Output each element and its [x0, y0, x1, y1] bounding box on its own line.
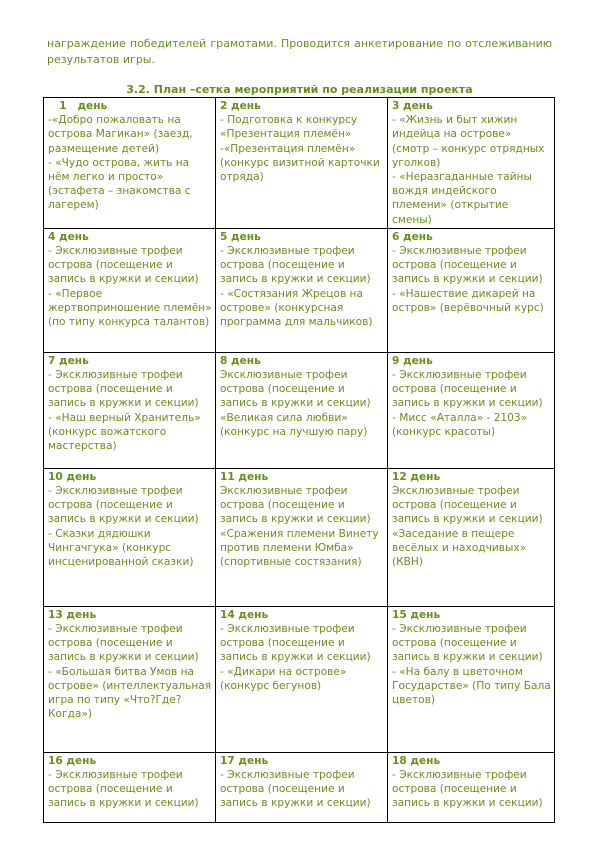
- day-cell: [44, 352, 216, 468]
- day-cell: [388, 98, 555, 229]
- day-cell: [388, 752, 555, 822]
- activity-text: - «Жизнь и быт хижин индейца на острове» (смотр – конкурс отрядных уголков): [392, 114, 545, 169]
- activity-text: Эксклюзивные трофеи острова (посещение и запись в кружки и секции): [220, 369, 371, 410]
- section-title: 3.2. План –сетка мероприятий по реализации проекта: [126, 83, 473, 96]
- day-cell: [44, 606, 216, 752]
- table-row: [44, 468, 555, 606]
- day-heading: 10 день: [48, 470, 97, 483]
- day-heading: 11 день: [220, 470, 269, 483]
- day-cell: [216, 752, 388, 822]
- events-plan-table: [43, 97, 555, 823]
- day-heading: 1 день: [48, 100, 108, 112]
- activity-text: «Заседание в пещере весёлых и находчивых» (КВН): [392, 527, 527, 569]
- activity-text: - «Состязания Жрецов на острове» (конкурсная программа для мальчиков): [220, 287, 373, 329]
- day-cell: [44, 228, 216, 352]
- activity-text: - «Дикари на острове» (конкурс бегунов): [220, 665, 347, 692]
- intro-paragraph: награждение победителей грамотами. Проводится анкетирование по отслеживанию результатов игры.: [47, 37, 552, 66]
- activity-text: - Эксклюзивные трофеи острова (посещение и запись в кружки и секции): [48, 623, 199, 664]
- day-cell: [216, 606, 388, 752]
- activity-text: - Эксклюзивные трофеи острова (посещение и запись в кружки и секции): [220, 245, 371, 286]
- day-cell: [388, 606, 555, 752]
- day-heading: 6 день: [392, 230, 433, 243]
- activity-text: - «Наш верный Хранитель» (конкурс вожатского мастерства): [48, 411, 201, 453]
- day-cell: [388, 468, 555, 606]
- activity-text: «Сражения племени Винету против племени Юмба» (спортивные состязания): [220, 527, 379, 569]
- day-heading: 9 день: [392, 354, 433, 367]
- activity-text: - «Большая битва Умов на острове» (интеллектуальная игра по типу «Что?Где? Когда»): [48, 665, 212, 721]
- activity-text: - Мисс «Аталла» - 2103» (конкурс красоты): [392, 411, 528, 438]
- day-cell: [44, 468, 216, 606]
- table-row: [44, 352, 555, 468]
- day-cell: [44, 98, 216, 229]
- day-heading: 15 день: [392, 608, 441, 621]
- activity-text: - Эксклюзивные трофеи острова (посещение и запись в кружки и секции): [48, 485, 199, 526]
- day-cell: [44, 752, 216, 822]
- day-heading: 17 день: [220, 754, 269, 767]
- table-row: [44, 752, 555, 822]
- activity-text: - «Первое жертвоприношение племён» (по типу конкурса талантов): [48, 287, 212, 329]
- day-heading: 4 день: [48, 230, 89, 243]
- day-heading: 14 день: [220, 608, 269, 621]
- day-cell: [216, 468, 388, 606]
- activity-text: - «Чудо острова, жить на нём легко и просто» (эстафета – знакомства с лагерем): [48, 156, 191, 212]
- day-cell: [388, 228, 555, 352]
- activity-text: - Эксклюзивные трофеи острова (посещение и запись в кружки и секции): [392, 769, 543, 810]
- activity-text: - Эксклюзивные трофеи острова (посещение и запись в кружки и секции): [392, 623, 543, 664]
- day-heading: 7 день: [48, 354, 89, 367]
- activity-text: -«Добро пожаловать на острова Магикан» (заезд, размещение детей): [48, 114, 193, 155]
- day-cell: [216, 352, 388, 468]
- activity-text: - Эксклюзивные трофеи острова (посещение и запись в кружки и секции): [220, 623, 371, 664]
- activity-text: - Сказки дядюшки Чингачгука» (конкурс инсценированной сказки): [48, 527, 194, 569]
- activity-text: - Эксклюзивные трофеи острова (посещение и запись в кружки и секции): [48, 369, 199, 410]
- day-heading: 8 день: [220, 354, 261, 367]
- activity-text: Эксклюзивные трофеи острова (посещение и запись в кружки и секции): [220, 485, 371, 526]
- table-row: [44, 228, 555, 352]
- activity-text: -«Презентация племён» (конкурс визитной карточки отряда): [220, 142, 380, 184]
- day-cell: [216, 228, 388, 352]
- activity-text: Эксклюзивные трофеи острова (посещение и запись в кружки и секции): [392, 485, 543, 526]
- day-heading: 12 день: [392, 470, 441, 483]
- activity-text: - Эксклюзивные трофеи острова (посещение и запись в кружки и секции): [48, 769, 199, 810]
- activity-text: - Эксклюзивные трофеи острова (посещение и запись в кружки и секции): [48, 245, 199, 286]
- activity-text: - Эксклюзивные трофеи острова (посещение и запись в кружки и секции): [392, 245, 543, 286]
- day-heading: 2 день: [220, 100, 261, 112]
- day-heading: 16 день: [48, 754, 97, 767]
- day-heading: 3 день: [392, 100, 433, 112]
- table-row: [44, 98, 555, 229]
- day-heading: 13 день: [48, 608, 97, 621]
- activity-text: «Великая сила любви» (конкурс на лучшую пару): [220, 411, 368, 438]
- day-heading: 18 день: [392, 754, 441, 767]
- day-cell: [216, 98, 388, 229]
- activity-text: - Эксклюзивные трофеи острова (посещение и запись в кружки и секции): [392, 369, 543, 410]
- activity-text: - Эксклюзивные трофеи острова (посещение и запись в кружки и секции): [220, 769, 371, 810]
- activity-text: - «Неразгаданные тайны вождя индейского племени» (открытие смены): [392, 171, 532, 226]
- day-cell: [388, 352, 555, 468]
- table-row: [44, 606, 555, 752]
- activity-text: - «Нашествие дикарей на остров» (верёвочный курс): [392, 287, 544, 314]
- activity-text: - «На балу в цветочном Государстве» (По типу Бала цветов): [392, 665, 551, 707]
- activity-text: - Подготовка к конкурсу «Презентация племён»: [220, 114, 358, 141]
- day-heading: 5 день: [220, 230, 261, 243]
